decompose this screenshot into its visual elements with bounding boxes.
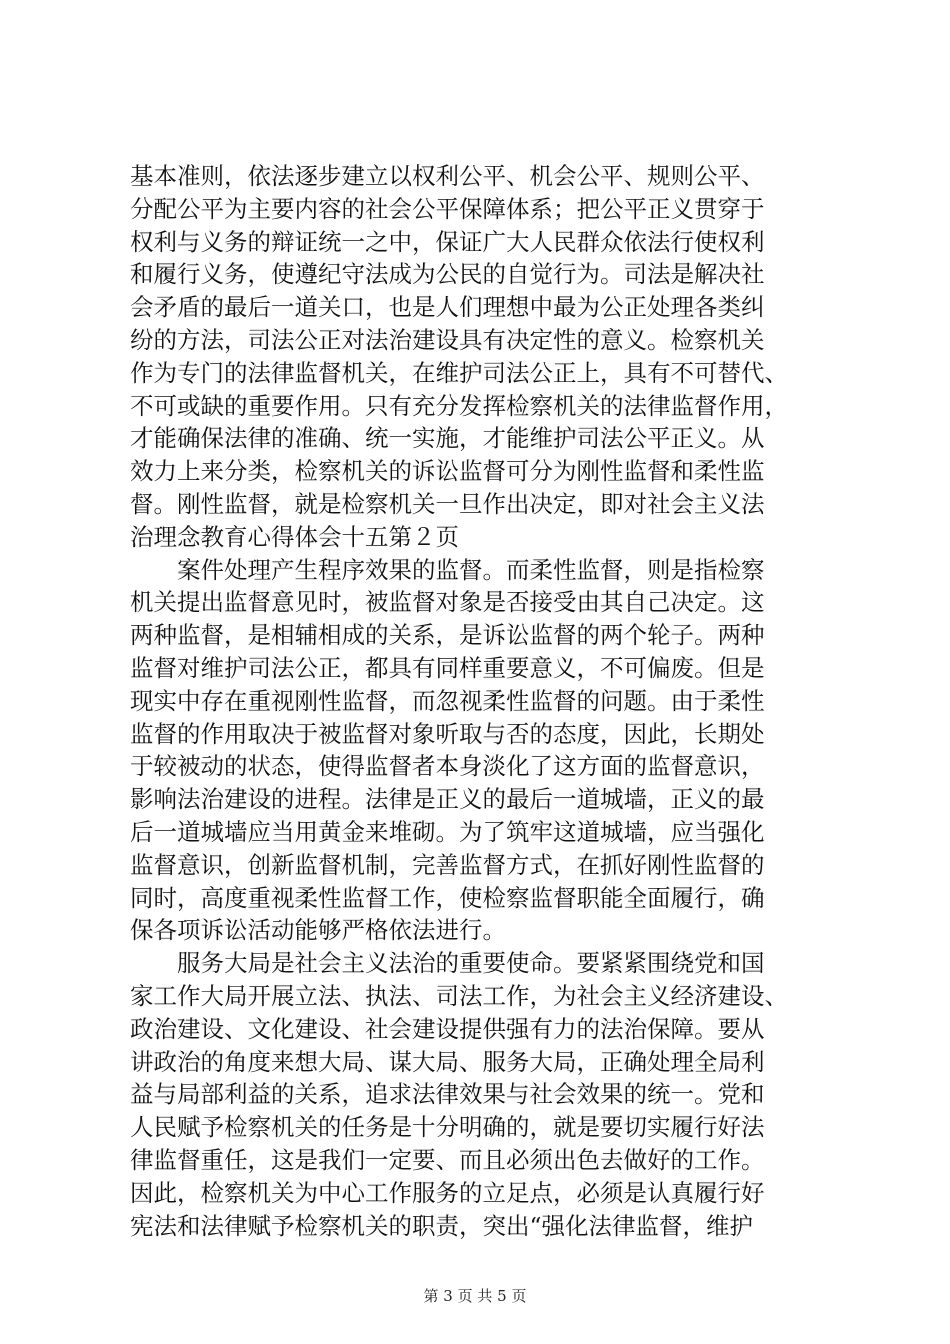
text-line: 政治建设、文化建设、社会建设提供强有力的法治保障。要从 [130,1014,765,1043]
text-line: 监督意识，创新监督机制，完善监督方式，在抓好刚性监督的 [130,850,765,879]
text-line: 于较被动的状态，使得监督者本身淡化了这方面的监督意识， [130,752,765,781]
text-line: 作为专门的法律监督机关，在维护司法公正上，具有不可替代、 [130,358,788,387]
text-line: 保各项诉讼活动能够严格依法进行。 [130,916,506,945]
text-line: 两种监督，是相辅相成的关系，是诉讼监督的两个轮子。两种 [130,621,765,650]
text-line: 治理念教育心得体会十五第２页 [130,522,459,551]
text-line: 案件处理产生程序效果的监督。而柔性监督，则是指检察 [130,555,765,584]
text-line: 督。刚性监督，就是检察机关一旦作出决定，即对社会主义法 [130,489,765,518]
text-line: 同时，高度重视柔性监督工作，使检察监督职能全面履行，确 [130,883,765,912]
text-line: 益与局部利益的关系，追求法律效果与社会效果的统一。党和 [130,1080,765,1109]
text-line: 讲政治的角度来想大局、谋大局、服务大局，正确处理全局利 [130,1047,765,1076]
text-line: 现实中存在重视刚性监督，而忽视柔性监督的问题。由于柔性 [130,686,765,715]
text-line: 监督对维护司法公正，都具有同样重要意义，不可偏废。但是 [130,653,765,682]
text-line: 家工作大局开展立法、执法、司法工作，为社会主义经济建设、 [130,981,788,1010]
text-line: 宪法和法律赋予检察机关的职责，突出“强化法律监督，维护 [130,1211,754,1240]
text-line: 和履行义务，使遵纪守法成为公民的自觉行为。司法是解决社 [130,260,765,289]
text-line: 纷的方法，司法公正对法治建设具有决定性的意义。检察机关 [130,325,765,354]
text-line: 会矛盾的最后一道关口，也是人们理想中最为公正处理各类纠 [130,293,765,322]
text-line: 影响法治建设的进程。法律是正义的最后一道城墙，正义的最 [130,785,765,814]
text-line: 人民赋予检察机关的任务是十分明确的，就是要切实履行好法 [130,1113,765,1142]
text-line: 不可或缺的重要作用。只有充分发挥检察机关的法律监督作用， [130,391,788,420]
text-line: 才能确保法律的准确、统一实施，才能维护司法公平正义。从 [130,424,765,453]
text-line: 律监督重任，这是我们一定要、而且必须出色去做好的工作。 [130,1145,765,1174]
text-line: 分配公平为主要内容的社会公平保障体系；把公平正义贯穿于 [130,194,765,223]
text-line: 权利与义务的辩证统一之中，保证广大人民群众依法行使权利 [130,227,765,256]
body-text [130,160,830,1242]
text-line: 后一道城墙应当用黄金来堆砌。为了筑牢这道城墙，应当强化 [130,817,765,846]
text-line: 监督的作用取决于被监督对象听取与否的态度，因此，长期处 [130,719,765,748]
page-footer: 第 3 页 共 5 页 [423,1287,527,1305]
text-line: 效力上来分类，检察机关的诉讼监督可分为刚性监督和柔性监 [130,457,765,486]
text-line: 基本准则，依法逐步建立以权利公平、机会公平、规则公平、 [130,162,765,190]
text-line: 服务大局是社会主义法治的重要使命。要紧紧围绕党和国 [130,949,765,978]
text-line: 机关提出监督意见时，被监督对象是否接受由其自己决定。这 [130,588,765,617]
text-line: 因此，检察机关为中心工作服务的立足点，必须是认真履行好 [130,1178,765,1207]
